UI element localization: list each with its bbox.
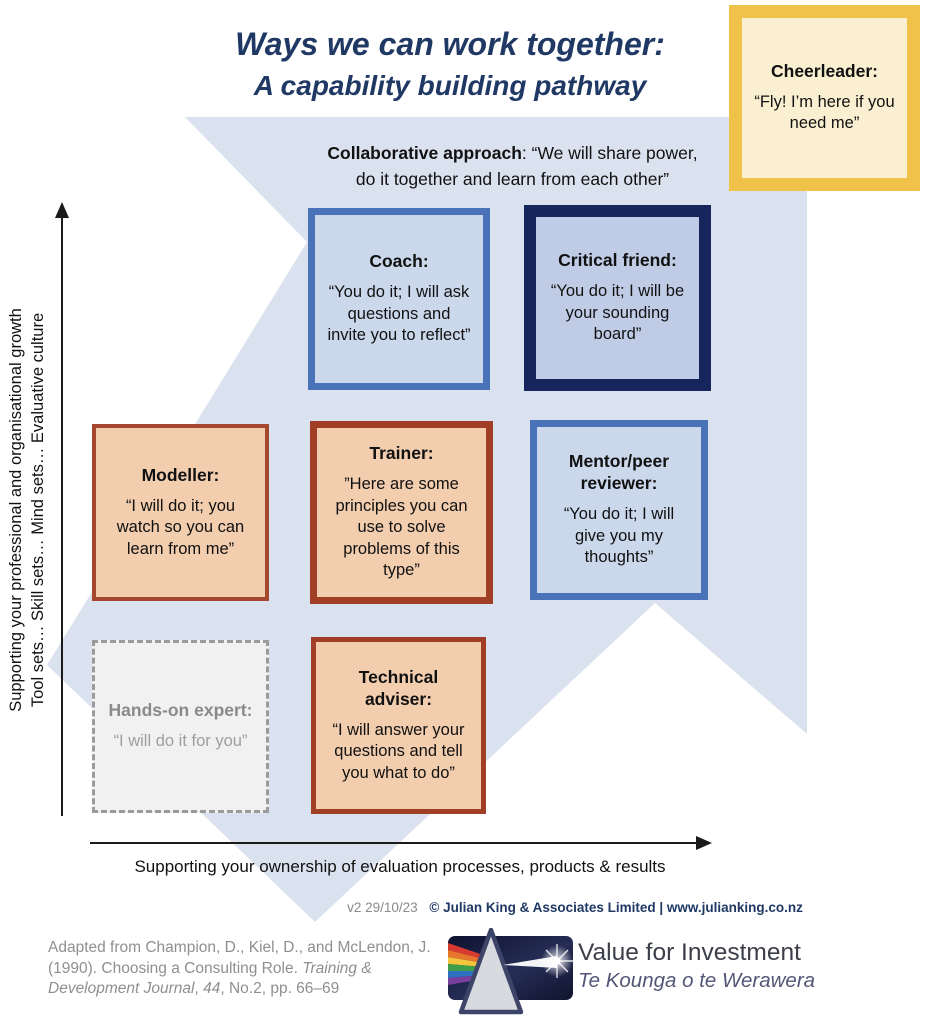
cheerleader-title: Cheerleader: <box>771 61 878 82</box>
page-title <box>150 24 750 103</box>
collaborative-approach-caption <box>285 140 740 193</box>
role-box-coach <box>308 208 490 390</box>
logo-name: Value for Investment <box>578 939 801 966</box>
x-axis-arrowhead-icon <box>696 836 712 850</box>
y-axis-line <box>61 216 63 816</box>
citation-journal: Training & Development Journal <box>48 959 372 998</box>
citation-part1: Adapted from Champion, D., Kiel, D., and McLendon, J. (1990). Choosing a Consulting Role. <box>48 939 431 977</box>
role-box-trainer <box>310 421 493 604</box>
cheerleader-quote: “Fly! I’m here if you need me” <box>754 93 895 133</box>
modeller-title: Modeller: <box>141 464 220 485</box>
y-axis-label <box>2 205 54 815</box>
prism-rainbow-icon <box>445 928 580 1016</box>
title-line-2: A capability building pathway <box>253 70 647 101</box>
role-box-mentor-peer-reviewer <box>530 420 708 600</box>
critical-friend-quote: “You do it; I will be your sounding board” <box>550 282 685 344</box>
role-box-technical-adviser <box>311 637 486 814</box>
hands-on-expert-title: Hands-on expert: <box>108 700 253 721</box>
coach-quote: “You do it; I will ask questions and invite you to reflect” <box>327 283 471 345</box>
citation-volume: 44 <box>203 980 221 998</box>
technical-adviser-quote: “I will answer your questions and tell you what to do” <box>332 720 465 782</box>
role-box-cheerleader <box>729 5 920 191</box>
y-axis-label-line-1: Supporting your professional and organisational growth <box>7 308 25 712</box>
role-box-modeller <box>92 424 269 601</box>
mentor-title: Mentor/peer reviewer: <box>568 451 670 494</box>
copyright-text: © Julian King & Associates Limited | www.julianking.co.nz <box>429 900 803 915</box>
modeller-quote: “I will do it; you watch so you can learn from me” <box>116 496 245 558</box>
citation-part2: , No.2, pp. 66–69 <box>220 980 340 998</box>
y-axis-label-line-2: Tool sets… Skill sets… Mind sets… Evaluative culture <box>29 312 48 708</box>
collaborative-approach-line2: do it together and learn from each other” <box>355 169 670 190</box>
critical-friend-title: Critical friend: <box>558 250 677 271</box>
role-box-hands-on-expert <box>92 640 269 813</box>
technical-adviser-title: Technical adviser: <box>358 666 439 709</box>
vfi-logo-text <box>578 940 908 994</box>
version-text: v2 29/10/23 <box>347 900 418 915</box>
y-axis-arrowhead-icon <box>55 202 69 218</box>
coach-title: Coach: <box>369 251 429 272</box>
trainer-title: Trainer: <box>369 443 434 464</box>
mentor-quote: “You do it; I will give you my thoughts” <box>563 505 675 567</box>
role-box-critical-friend <box>524 205 711 391</box>
x-axis-label: Supporting your ownership of evaluation processes, products & results <box>134 857 666 876</box>
trainer-quote: ”Here are some principles you can use to solve problems of this type” <box>335 475 468 580</box>
x-axis-line <box>90 842 698 844</box>
title-line-1: Ways we can work together: <box>235 26 665 62</box>
collaborative-approach-label: Collaborative approach <box>327 143 522 163</box>
collaborative-approach-rest: : “We will share power, <box>521 143 698 163</box>
logo-maori-name: Te Kounga o te Werawera <box>578 968 816 992</box>
version-copyright-line <box>295 900 855 915</box>
citation-sep: , <box>194 980 204 998</box>
hands-on-expert-quote: “I will do it for you” <box>113 732 248 751</box>
citation <box>48 938 460 1000</box>
